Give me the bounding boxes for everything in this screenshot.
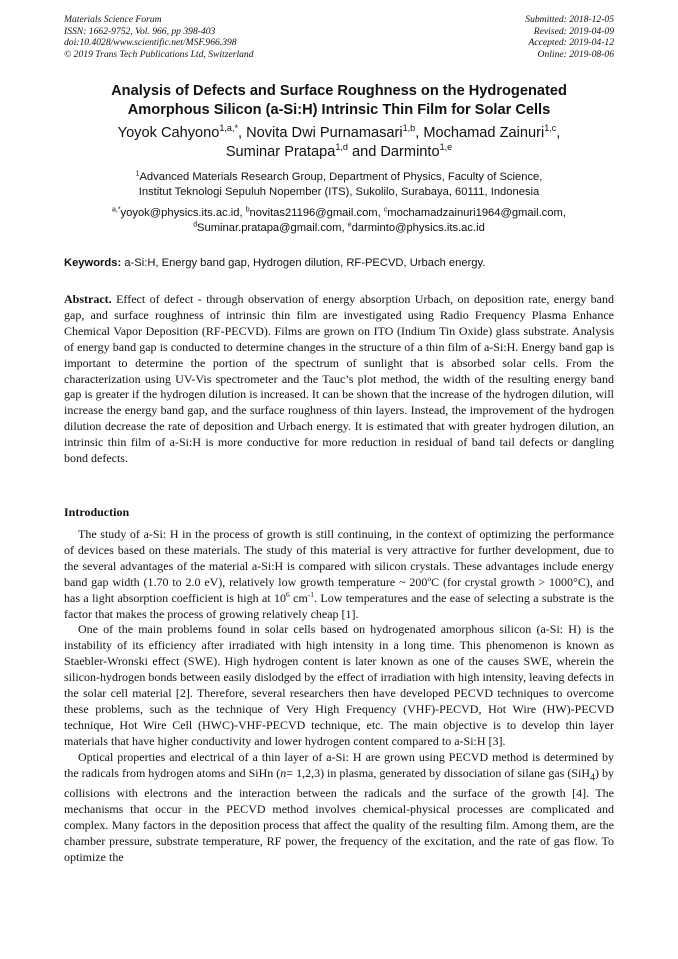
author-conjunction: and (351, 144, 377, 160)
affiliation-line-2: Institut Teknologi Sepuluh Nopember (ITS), Sukolilo, Surabaya, 60111, Indonesia (138, 186, 540, 198)
author-marker: 1,a,* (219, 123, 238, 134)
section-heading-introduction: Introduction (64, 505, 130, 519)
email-marker: c (383, 206, 388, 214)
email-link[interactable]: novitas21196@gmail.com, (249, 207, 381, 219)
keywords-label: Keywords: (64, 257, 122, 269)
author-name: Novita Dwi Purnamasari (246, 125, 403, 141)
author-marker: 1,e (439, 142, 453, 153)
abstract-label: Abstract. (64, 292, 112, 306)
affiliation-line-1: Advanced Materials Research Group, Department of Physics, Faculty of Science, (139, 171, 543, 183)
submitted-date: Submitted: 2018-12-05 (525, 14, 614, 25)
author-marker: 1,c (544, 123, 557, 134)
online-date: Online: 2019-08-06 (537, 48, 614, 60)
email-link[interactable]: Suminar.pratapa@gmail.com, (197, 222, 345, 234)
submission-dates (525, 14, 614, 60)
author-name: Darminto (380, 144, 440, 160)
author-name: Mochamad Zainuri (423, 125, 545, 141)
revised-date: Revised: 2019-04-09 (533, 25, 614, 37)
affiliation-marker: 1 (135, 170, 140, 178)
affiliation (40, 170, 638, 200)
author-list: Yoyok Cahyono$^{1,a,*}$, Novita Dwi Purnamasari$^{1,b}$, Mochamad Zainuri$^{1,c}$, Suminar Pratapa$^{1,d}$ and Darminto$^{1,e}$ (117, 123, 561, 160)
author-emails (40, 206, 638, 236)
email-link[interactable]: darminto@physics.its.ac.id (351, 222, 485, 234)
author-name: Yoyok Cahyono (117, 125, 220, 141)
title-line-2: Amorphous Silicon (a-Si:H) Intrinsic Thin Film for Solar Cells (127, 102, 551, 118)
journal-name: Materials Science Forum (64, 14, 162, 25)
keywords-text: a-Si:H, Energy band gap, Hydrogen dilution, RF-PECVD, Urbach energy. (124, 257, 486, 269)
email-marker: b (245, 206, 250, 214)
accepted-date: Accepted: 2019-04-12 (528, 37, 614, 49)
paper-title (40, 82, 638, 120)
email-link[interactable]: mochamadzainuri1964@gmail.com, (387, 207, 566, 219)
copyright-line: © 2019 Trans Tech Publications Ltd, Switzerland (64, 48, 254, 60)
author-marker: 1,b (402, 123, 416, 134)
email-marker: e (347, 221, 352, 229)
introduction-body (64, 527, 614, 865)
paragraph: The study of a-Si: H in the process of growth is still continuing, in the context of optimizing the performance of devices based on these materials. The study of this material is very attractive for further development, due to the several advantages of the material a-Si:H is compared with silicon crystals. These advantages include energy band gap width (1.70 to 2.0 eV), relatively low growth temperature ~ 200$^o$C (for crystal growth > 1000°C), and has a light absorption coefficient is high at $10^6$ $cm^{-1}$. Low temperatures and the ease of selecting a substrate is the factor that makes the process of growing relatively cheap [1]. (64, 527, 614, 621)
email-marker: a,* (112, 206, 121, 214)
keywords (64, 256, 624, 271)
email-marker: d (193, 221, 198, 229)
author-name: Suminar Pratapa (225, 144, 336, 160)
journal-info (64, 14, 254, 60)
paragraph: One of the main problems found in solar cells based on hydrogenated amorphous silicon (a-Si: H) is the instability of its efficiency after irradiated with high intensity in a long time. This phenomenon is known as Staebler-Wronski effect (SWE). High hydrogen content is later known as one of the causes SWE, wherein the silicon-hydrogen bonds between easily dislodged by the effect of irradiation with high intensity, leaving defects in the solar cell material [2]. Therefore, several researchers then have developed PECVD techniques to overcome these problems, such as the technique of Very High Frequency (VHF)-PECVD, Hot Wire (HW)-PECVD technique, Hot Wire Cell (HWC)-VHF-PECVD technique, etc. The main objective is to develop thin layer materials that have higher conductivity and lower hydrogen content compared to a-Si:H [3]. (64, 622, 614, 748)
abstract-text: Effect of defect - through observation of energy absorption Urbach, on deposition rate, energy band gap, and surface roughness of intrinsic thin film are investigated using Radio Frequency Plasma Enhance Chemical Vapor Deposition (RF-PECVD). Films are grown on ITO (Indium Tin Oxide) glass substrate. Analysis of energy band gap is conducted to determine changes in the structure of a thin film of a-Si:H. Energy band gap is important to determine the portion of the spectrum of sunlight that is absorbed solar cells. From the characterization using UV-Vis spectrometer and the Tauc’s plot method, the width of the resulting energy band gap is greater if the hydrogen dilution is increased. It can be shown that the increase of the hydrogen dilution, will increase the energy band gap, and the surface roughness of thin layers. Instead, the improvement of the hydrogen dilution decrease the rate of deposition and Urbach energy. It is estimated that with greater hydrogen dilution, an intrinsic thin film of a-Si:H is more conductive for more reduction in residual of band tail defects or dangling bond defects. (64, 292, 614, 466)
issn-line: ISSN: 1662-9752, Vol. 966, pp 398-403 (64, 25, 216, 37)
doi-line[interactable]: doi:10.4028/www.scientific.net/MSF.966.398 (64, 37, 237, 49)
title-line-1: Analysis of Defects and Surface Roughness on the Hydrogenated (111, 83, 567, 99)
email-link[interactable]: yoyok@physics.its.ac.id, (120, 207, 243, 219)
paragraph: Optical properties and electrical of a thin layer of a-Si: H are grown using PECVD method is determined by the radicals from hydrogen atoms and SiHn (n= 1,2,3) in plasma, generated by dissociation of silane gas (SiH$_4$) by collisions with electrons and the interaction between the radicals and the surface of the growth [4]. The mechanisms that occur in the PECVD method involves chemical-physical processes are complicated and complex. Many factors in the deposition process that affect the quality of the resulting film. Among them, are the chamber pressure, substrate temperature, RF power, the frequency of the excitation, and the rate of gas flow. To optimize the (64, 749, 615, 864)
author-marker: 1,d (335, 142, 348, 153)
abstract (64, 292, 614, 467)
